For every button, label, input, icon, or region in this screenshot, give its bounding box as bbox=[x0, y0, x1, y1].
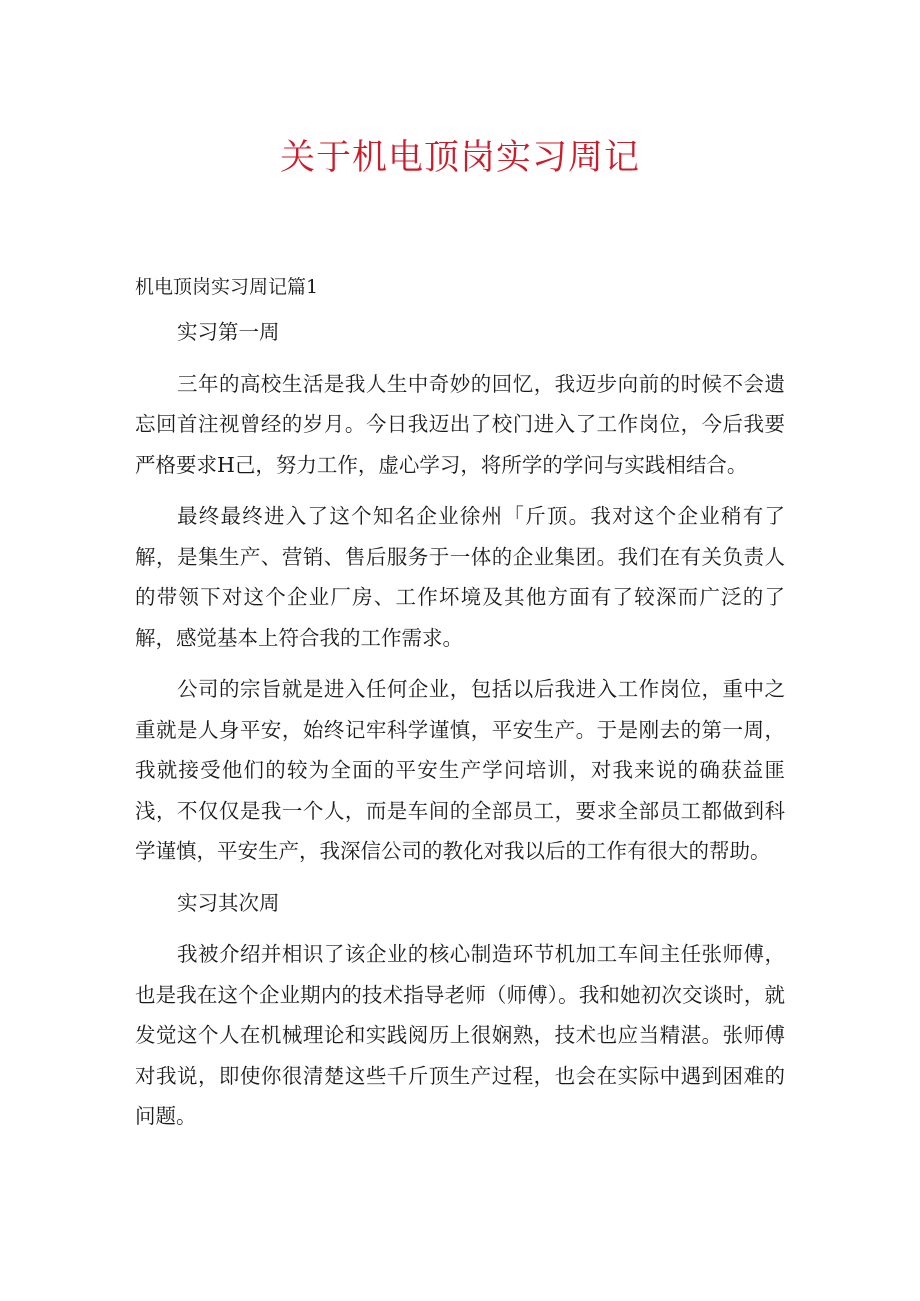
document-title: 关于机电顶岗实习周记 bbox=[279, 138, 640, 178]
document-body bbox=[135, 312, 785, 1137]
paragraph: 三年的高校生活是我人生中奇妙的回忆，我迈步向前的时候不会遗忘回首注视曾经的岁月。今日我迈出了校门进入了工作岗位，今后我要严格要求H己，努力工作，虚心学习，将所学的学问与实践相结合。 bbox=[135, 371, 785, 477]
section-heading: 机电顶岗实习周记篇1 bbox=[135, 276, 319, 298]
paragraph: 公司的宗旨就是进入任何企业，包括以后我进入工作岗位，重中之重就是人身平安，始终记牢科学谨慎，平安生产。于是刚去的第一周，我就接受他们的较为全面的平安生产学问培训，对我来说的确获益匪浅，不仅仅是我一个人，而是车间的全部员工，要求全部员工都做到科学谨慎，平安生产，我深信公司的教化对我以后的工作有很大的帮助。 bbox=[135, 677, 785, 863]
week-heading: 实习其次周 bbox=[177, 890, 280, 915]
paragraph: 最终最终进入了这个知名企业徐州「斤顶。我对这个企业稍有了解，是集生产、营销、售后服务于一体的企业集团。我们在有关负责人的带领下对这个企业厂房、工作坏境及其他方面有了较深而广泛的了解，感觉基本上符合我的工作需求。 bbox=[135, 504, 785, 650]
week-heading: 实习第一周 bbox=[177, 320, 280, 344]
paragraph: 我被介绍并相识了该企业的核心制造环节机加工车间主任张师傅，也是我在这个企业期内的技术指导老师（师傅）。我和她初次交谈时，就发觉这个人在机械理论和实践阅历上很娴熟，技术也应当精湛。张师傅对我说，即使你很清楚这些千斤顶生产过程，也会在实际中遇到困难的问题。 bbox=[135, 942, 785, 1128]
